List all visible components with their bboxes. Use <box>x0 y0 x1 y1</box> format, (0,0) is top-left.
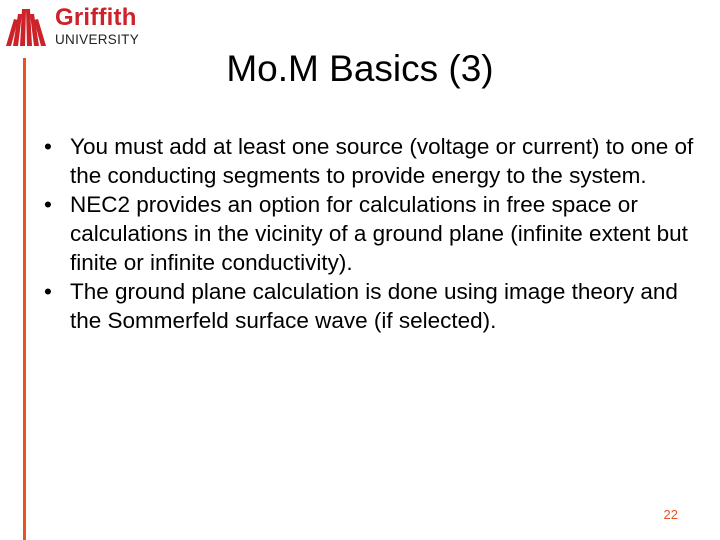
bullet-text: NEC2 provides an option for calculations in free space or calculations in the vicinity of a ground plane (infinite extent but finite or infinite conductivity). <box>70 192 688 275</box>
bullet-item <box>44 190 694 277</box>
bullet-item <box>44 277 694 335</box>
logo-name: Griffith <box>55 4 137 31</box>
slide-title: Mo.M Basics (3) <box>226 48 494 89</box>
page-number: 22 <box>663 507 678 522</box>
bullet-dot-icon: • <box>44 192 52 217</box>
griffith-logo <box>4 6 144 50</box>
bullet-dot-icon: • <box>44 134 52 159</box>
bullet-text: The ground plane calculation is done using image theory and the Sommerfeld surface wave (if selected). <box>70 279 678 333</box>
logo-subtitle: UNIVERSITY <box>55 32 140 47</box>
bullet-list <box>44 132 694 335</box>
bullet-item <box>44 132 694 190</box>
bullet-text: You must add at least one source (voltage or current) to one of the conducting segments to provide energy to the system. <box>70 134 694 188</box>
griffith-logo-mark-icon <box>4 6 52 48</box>
accent-divider <box>23 58 26 540</box>
bullet-dot-icon: • <box>44 279 52 304</box>
